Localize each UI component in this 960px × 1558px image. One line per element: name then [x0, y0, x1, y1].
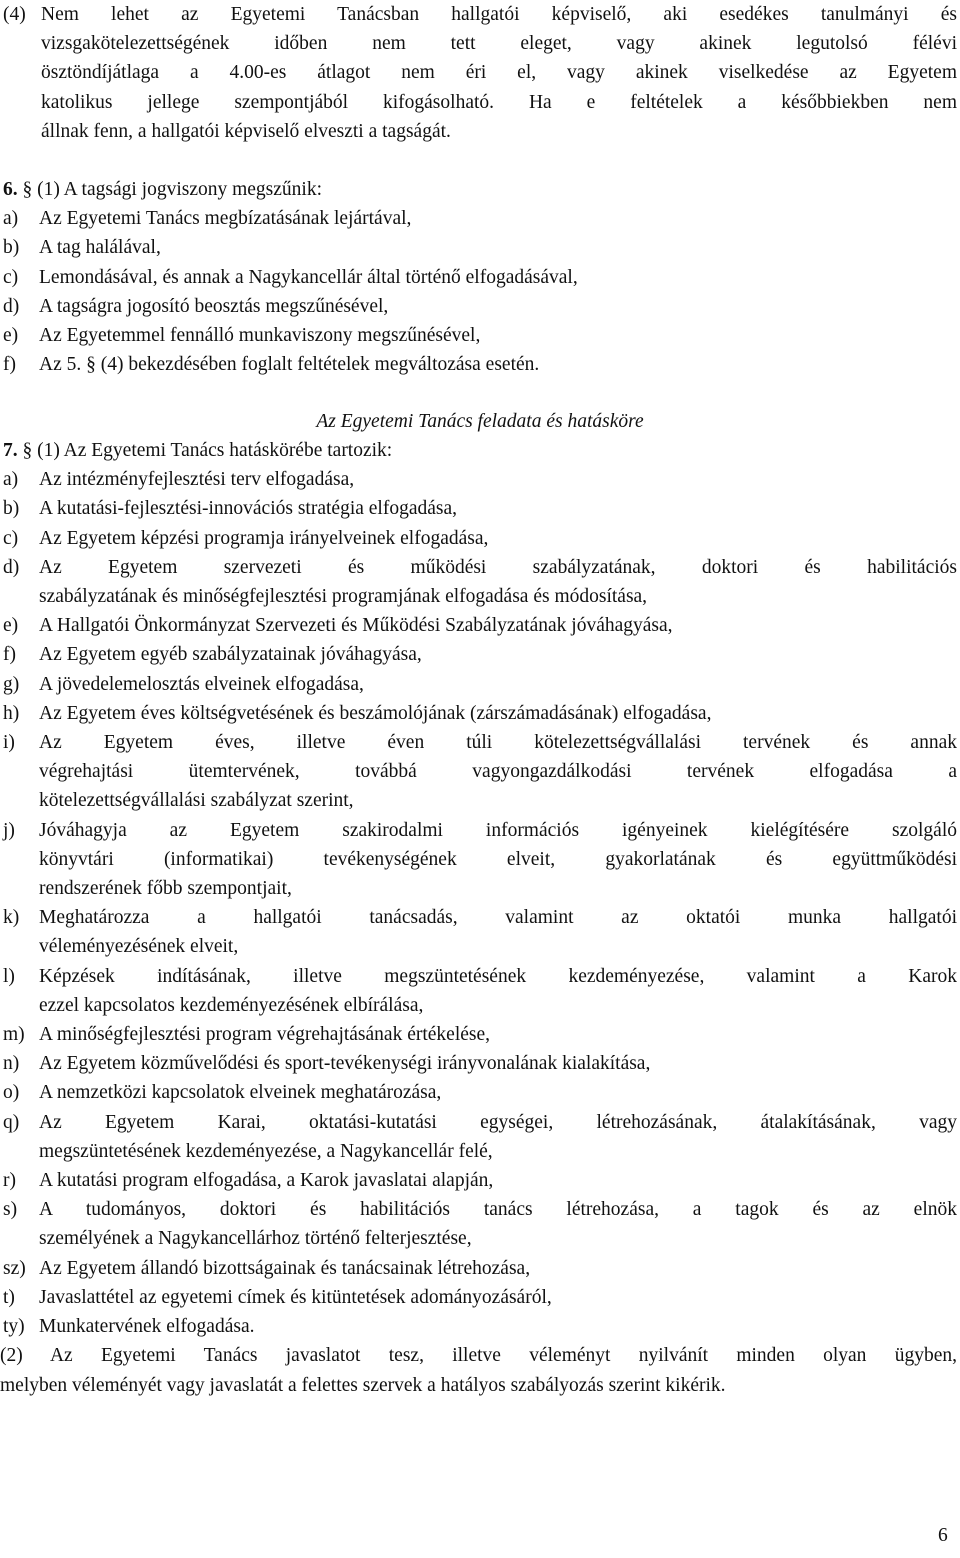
item-line: Javaslattétel az egyetemi címek és kitüntetések adományozásáról, — [39, 1286, 552, 1308]
item-line: A Hallgatói Önkormányzat Szervezeti és Működési Szabályzatának jóváhagyása, — [39, 615, 673, 637]
item-line: Az Egyetem közművelődési és sport-tevékenységi irányvonalának kialakítása, — [39, 1053, 651, 1075]
item-label: o) — [3, 1082, 20, 1104]
item-text: A tag halálával, — [39, 237, 161, 259]
section-number: 6. — [3, 179, 18, 200]
item-label: c) — [3, 527, 19, 549]
list-item — [3, 233, 943, 262]
list-item — [3, 350, 943, 379]
item-line: Az Egyetem Karai, oktatási-kutatási egységei, létrehozásának, átalakításának, vagy — [39, 1111, 957, 1133]
item-line: Az Egyetem éves költségvetésének és beszámolójának (zárszámadásának) elfogadása, — [39, 702, 712, 724]
item-label: m) — [3, 1024, 25, 1046]
section-7 — [0, 436, 957, 1400]
section-heading: Az Egyetemi Tanács feladata és hatásköre — [316, 411, 644, 432]
list-item — [3, 640, 957, 669]
item-label: b) — [3, 237, 20, 259]
item-text: Az Egyetemi Tanács megbízatásának lejártával, — [39, 208, 412, 230]
section-6 — [3, 175, 943, 379]
item-label: k) — [3, 907, 20, 929]
item-label: q) — [3, 1111, 20, 1133]
item-line: Képzések indításának, illetve megszüntetésének kezdeményezése, valamint a Karok — [39, 965, 957, 987]
section-number: 7. — [3, 440, 18, 461]
item-line: Az Egyetem egyéb szabályzatainak jóváhagyása, — [39, 644, 422, 666]
list-item — [3, 728, 957, 816]
item-line: Az intézményfejlesztési terv elfogadása, — [39, 469, 355, 491]
section-intro: § (1) Az Egyetemi Tanács hatáskörébe tartozik: — [22, 440, 393, 461]
list-item — [3, 1283, 957, 1312]
item-line: Az Egyetem szervezeti és működési szabályzatának, doktori és habilitációs — [39, 556, 957, 578]
list-item — [3, 611, 957, 640]
list-item — [3, 699, 957, 728]
item-line: A kutatási-fejlesztési-innovációs stratégia elfogadása, — [39, 498, 458, 520]
list-item — [3, 1166, 957, 1195]
item-line: A kutatási program elfogadása, a Karok javaslatai alapján, — [39, 1170, 494, 1192]
item-line: A nemzetközi kapcsolatok elveinek meghatározása, — [39, 1082, 442, 1104]
item-label: b) — [3, 498, 20, 520]
list-item — [3, 670, 957, 699]
paragraph-line: ösztöndíjátlaga a 4.00-es átlagot nem éri el, vagy akinek viselkedése az Egyetem — [41, 62, 957, 84]
list-item — [3, 1020, 957, 1049]
item-text: A tagságra jogosító beosztás megszűnésével, — [39, 295, 389, 317]
paragraph-line: melyben véleményét vagy javaslatát a felettes szervek a hatályos szabályozás szerint kikérik. — [0, 1374, 726, 1396]
item-line: Munkatervének elfogadása. — [39, 1316, 255, 1338]
paragraph-label: (4) — [3, 4, 26, 25]
section-intro: § (1) A tagsági jogviszony megszűnik: — [22, 179, 323, 200]
item-line: Meghatározza a hallgatói tanácsadás, valamint az oktatói munka hallgatói — [39, 907, 957, 929]
list-item — [3, 263, 943, 292]
item-line: A tudományos, doktori és habilitációs tanács létrehozása, a tagok és az elnök — [39, 1199, 957, 1221]
list-item — [3, 553, 957, 611]
item-line: végrehajtási ütemtervének, továbbá vagyongazdálkodási tervének elfogadása a — [39, 761, 957, 783]
item-line: véleményezésének elveit, — [39, 936, 239, 958]
paragraph-line: katolikus jellege szempontjából kifogásolható. Ha e feltételek a későbbiekben nem — [41, 91, 957, 113]
item-label: f) — [3, 644, 16, 666]
item-line: Az Egyetem képzési programja irányelveinek elfogadása, — [39, 527, 489, 549]
list-item — [3, 1195, 957, 1253]
item-line: könyvtári (informatikai) tevékenységének elveit, gyakorlatának és együttműködési — [39, 848, 957, 870]
list-item — [3, 321, 943, 350]
item-label: a) — [3, 208, 19, 230]
section-5-paragraph-4 — [3, 0, 957, 146]
list-item — [3, 524, 957, 553]
item-line: rendszerének főbb szempontjait, — [39, 878, 292, 900]
item-label: d) — [3, 556, 20, 578]
list-item — [3, 494, 957, 523]
item-label: e) — [3, 325, 19, 347]
item-label: d) — [3, 295, 20, 317]
item-label: g) — [3, 673, 20, 695]
list-item — [3, 1312, 957, 1341]
item-label: ty) — [3, 1316, 25, 1338]
list-item — [3, 903, 957, 961]
paragraph-line: (2) Az Egyetemi Tanács javaslatot tesz, illetve véleményt nyilvánít minden olyan ügyben, — [0, 1345, 957, 1367]
list-item — [3, 1078, 957, 1107]
item-label: i) — [3, 732, 15, 754]
item-text: Lemondásával, és annak a Nagykancellár által történő elfogadásával, — [39, 266, 578, 288]
item-line: Az Egyetem állandó bizottságainak és tanácsainak létrehozása, — [39, 1257, 531, 1279]
item-label: t) — [3, 1286, 15, 1308]
list-item — [3, 1049, 957, 1078]
list-item — [3, 962, 957, 1020]
page-number: 6 — [938, 1525, 948, 1546]
item-label: r) — [3, 1170, 16, 1192]
paragraph-line: vizsgakötelezettségének időben nem tett eleget, vagy akinek legutolsó félévi — [41, 33, 957, 55]
item-line: Jóváhagyja az Egyetem szakirodalmi információs igényeinek kielégítésére szolgáló — [39, 819, 957, 841]
item-label: c) — [3, 266, 19, 288]
item-label: s) — [3, 1199, 18, 1221]
item-label: n) — [3, 1053, 20, 1075]
paragraph-line: Nem lehet az Egyetemi Tanácsban hallgatói képviselő, aki esedékes tanulmányi és — [41, 4, 957, 25]
list-item — [3, 816, 957, 904]
list-item — [3, 1254, 957, 1283]
item-text: Az Egyetemmel fennálló munkaviszony megszűnésével, — [39, 325, 481, 347]
item-line: ezzel kapcsolatos kezdeményezésének elbírálása, — [39, 994, 424, 1016]
item-line: A minőségfejlesztési program végrehajtásának értékelése, — [39, 1024, 491, 1046]
list-item — [3, 292, 943, 321]
item-line: Az Egyetem éves, illetve éven túli kötelezettségvállalási tervének és annak — [39, 732, 957, 754]
list-item — [3, 1108, 957, 1166]
list-item — [3, 465, 957, 494]
item-line: kötelezettségvállalási szabályzat szerint, — [39, 790, 354, 812]
paragraph-line: állnak fenn, a hallgatói képviselő elveszti a tagságát. — [41, 120, 451, 142]
item-text: Az 5. § (4) bekezdésében foglalt feltételek megváltozása esetén. — [39, 354, 540, 376]
item-label: h) — [3, 702, 20, 724]
item-label: f) — [3, 354, 16, 376]
item-label: e) — [3, 615, 19, 637]
item-line: személyének a Nagykancellárhoz történő felterjesztése, — [39, 1228, 472, 1250]
item-label: j) — [3, 819, 15, 841]
item-line: szabályzatának és minőségfejlesztési programjának elfogadása és módosítása, — [39, 586, 648, 608]
list-item — [3, 204, 943, 233]
item-label: l) — [3, 965, 15, 987]
item-line: megszüntetésének kezdeményezése, a Nagykancellár felé, — [39, 1140, 493, 1162]
item-label: a) — [3, 469, 19, 491]
item-label: sz) — [3, 1257, 26, 1279]
item-line: A jövedelemelosztás elveinek elfogadása, — [39, 673, 364, 695]
section-7-paragraph-2 — [0, 1341, 957, 1399]
